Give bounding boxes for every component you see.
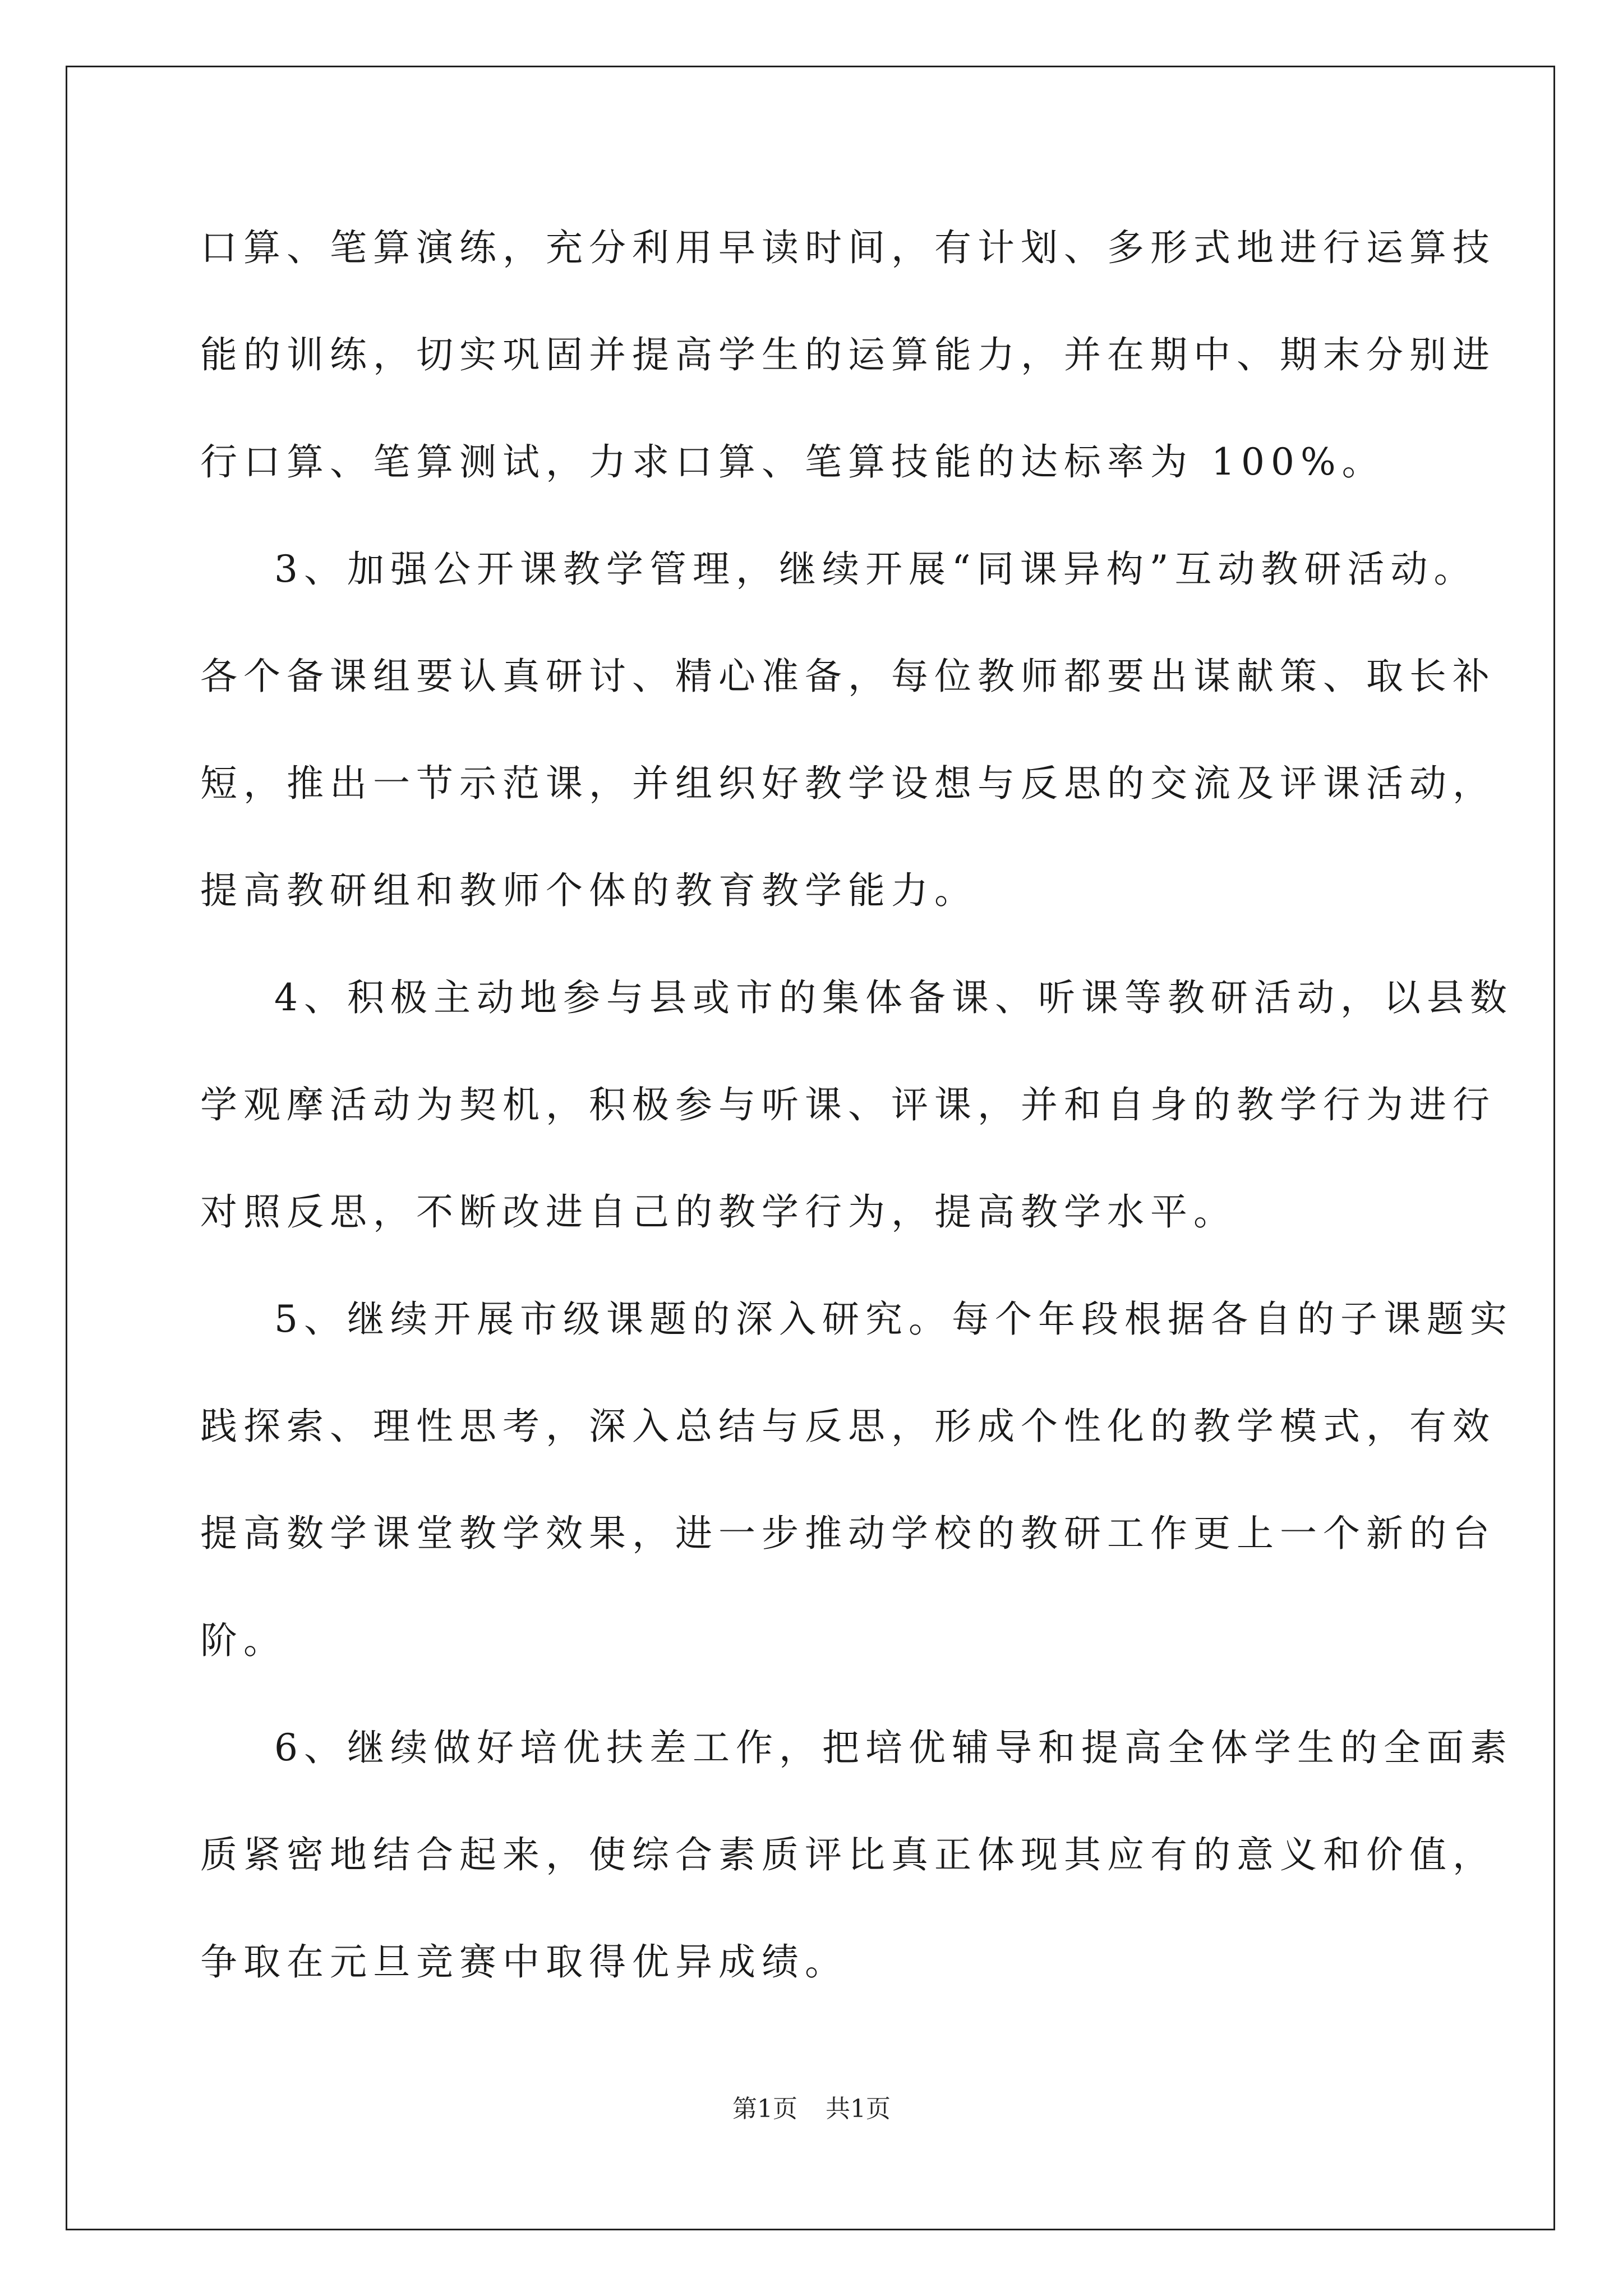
text-line: 对照反思，不断改进自己的教学行为，提高教学水平。 bbox=[200, 1190, 1237, 1234]
page-total: 共1页 bbox=[826, 2095, 891, 2123]
text-line: 各个备课组要认真研讨、精心准备，每位教师都要出谋献策、取长补 bbox=[200, 655, 1496, 698]
text-line: 质紧密地结合起来，使综合素质评比真正体现其应有的意义和价值， bbox=[200, 1833, 1496, 1876]
page-footer bbox=[0, 2092, 1623, 2126]
text-line: 提高数学课堂教学效果，进一步推动学校的教研工作更上一个新的台 bbox=[200, 1512, 1496, 1555]
text-line: 争取在元旦竞赛中取得优异成绩。 bbox=[200, 1940, 848, 1984]
page-number: 第1页 bbox=[732, 2095, 797, 2123]
text-line: 践探索、理性思考，深入总结与反思，形成个性化的教学模式，有效 bbox=[200, 1405, 1496, 1448]
text-line: 行口算、笔算测试，力求口算、笔算技能的达标率为 100%。 bbox=[200, 440, 1385, 484]
text-line: 学观摩活动为契机，积极参与听课、评课，并和自身的教学行为进行 bbox=[200, 1083, 1496, 1126]
text-line: 阶。 bbox=[200, 1619, 287, 1662]
paragraph-start-line: 3、加强公开课教学管理，继续开展“同课异构”互动教研活动。 bbox=[274, 547, 1477, 591]
paragraph-start-line: 6、继续做好培优扶差工作，把培优辅导和提高全体学生的全面素 bbox=[274, 1726, 1513, 1769]
text-line: 口算、笔算演练，充分利用早读时间，有计划、多形式地进行运算技 bbox=[200, 226, 1496, 269]
document-body bbox=[200, 220, 1513, 2041]
text-line: 能的训练，切实巩固并提高学生的运算能力，并在期中、期末分别进 bbox=[200, 333, 1496, 376]
text-line: 提高教研组和教师个体的教育教学能力。 bbox=[200, 869, 978, 912]
paragraph-start-line: 4、积极主动地参与县或市的集体备课、听课等教研活动，以县数 bbox=[274, 976, 1513, 1019]
paragraph-start-line: 5、继续开展市级课题的深入研究。每个年段根据各自的子课题实 bbox=[274, 1297, 1513, 1341]
text-line: 短，推出一节示范课，并组织好教学设想与反思的交流及评课活动， bbox=[200, 762, 1496, 805]
